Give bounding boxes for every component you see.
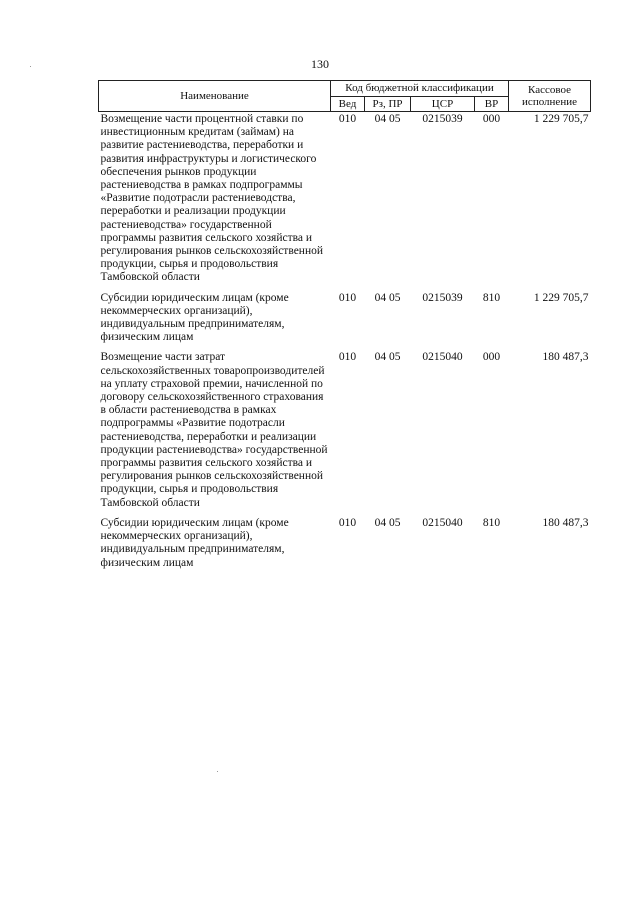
row-vr: 810 xyxy=(482,291,501,304)
header-amount: Кассовое исполнение xyxy=(509,81,591,112)
scan-speck xyxy=(217,771,218,772)
header-csr: ЦСР xyxy=(411,96,475,112)
row-csr: 0215040 xyxy=(422,351,463,364)
header-classification-group: Код бюджетной классификации xyxy=(331,81,509,97)
row-rz-pr: 04 05 xyxy=(374,113,401,125)
table-row xyxy=(99,516,591,576)
row-rz-pr: 04 05 xyxy=(374,291,401,304)
row-vr: 810 xyxy=(482,516,501,529)
row-rz-pr: 04 05 xyxy=(374,516,401,529)
table-row xyxy=(99,112,591,291)
row-csr: 0215039 xyxy=(422,113,463,125)
header-name: Наименование xyxy=(99,81,331,112)
row-amount: 180 487,3 xyxy=(542,516,589,529)
row-csr: 0215040 xyxy=(422,516,463,529)
row-name: Возмещение части затрат сельскохозяйственных товаропроизводителей на уплату страховой премии, начисленной по договору сельскохозяйственного страхования в области растениеводства в рамках подпрограммы «Развитие подотрасли растениеводства, переработки и реализации продукции растениеводства» государственной программы развития сельского хозяйства и регулирования рынков сельскохозяйственной продукции, сырья и продовольствия Тамбовской области xyxy=(100,351,328,509)
row-name: Субсидии юридическим лицам (кроме некоммерческих организаций), индивидуальным предпринимателям, физическим лицам xyxy=(100,291,289,344)
row-csr: 0215039 xyxy=(422,291,463,304)
header-rz-pr: Рз, ПР xyxy=(365,96,411,112)
row-name: Возмещение части процентной ставки по инвестиционным кредитам (займам) на развитие растениеводства, переработки и развития инфраструктуры и логистического обеспечения рынков продукции растениеводства в рамках подпрограммы «Развитие подотрасли растениеводства, переработки и реализации продукции растениеводства» государственной программы развития сельского хозяйства и регулирования рынков сельскохозяйственной продукции, сырья и продовольствия Тамбовской области xyxy=(100,113,324,284)
row-rz-pr: 04 05 xyxy=(374,351,401,364)
header-vr: ВР xyxy=(475,96,509,112)
row-amount: 180 487,3 xyxy=(542,351,589,364)
table-header xyxy=(99,81,591,112)
budget-table xyxy=(98,80,591,576)
row-amount: 1 229 705,7 xyxy=(533,113,589,125)
row-ved: 010 xyxy=(338,291,357,304)
table-row xyxy=(99,350,591,515)
table-row xyxy=(99,291,591,351)
table-body xyxy=(99,112,591,576)
row-ved: 010 xyxy=(338,113,357,125)
header-ved: Вед xyxy=(331,96,365,112)
row-vr: 000 xyxy=(482,351,501,364)
row-ved: 010 xyxy=(338,516,357,529)
scan-speck xyxy=(30,66,31,67)
row-vr: 000 xyxy=(482,113,501,125)
row-name: Субсидии юридическим лицам (кроме некоммерческих организаций), индивидуальным предпринимателям, физическим лицам xyxy=(100,516,289,569)
row-amount: 1 229 705,7 xyxy=(533,291,589,304)
page-number: 130 xyxy=(311,57,329,71)
row-ved: 010 xyxy=(338,351,357,364)
